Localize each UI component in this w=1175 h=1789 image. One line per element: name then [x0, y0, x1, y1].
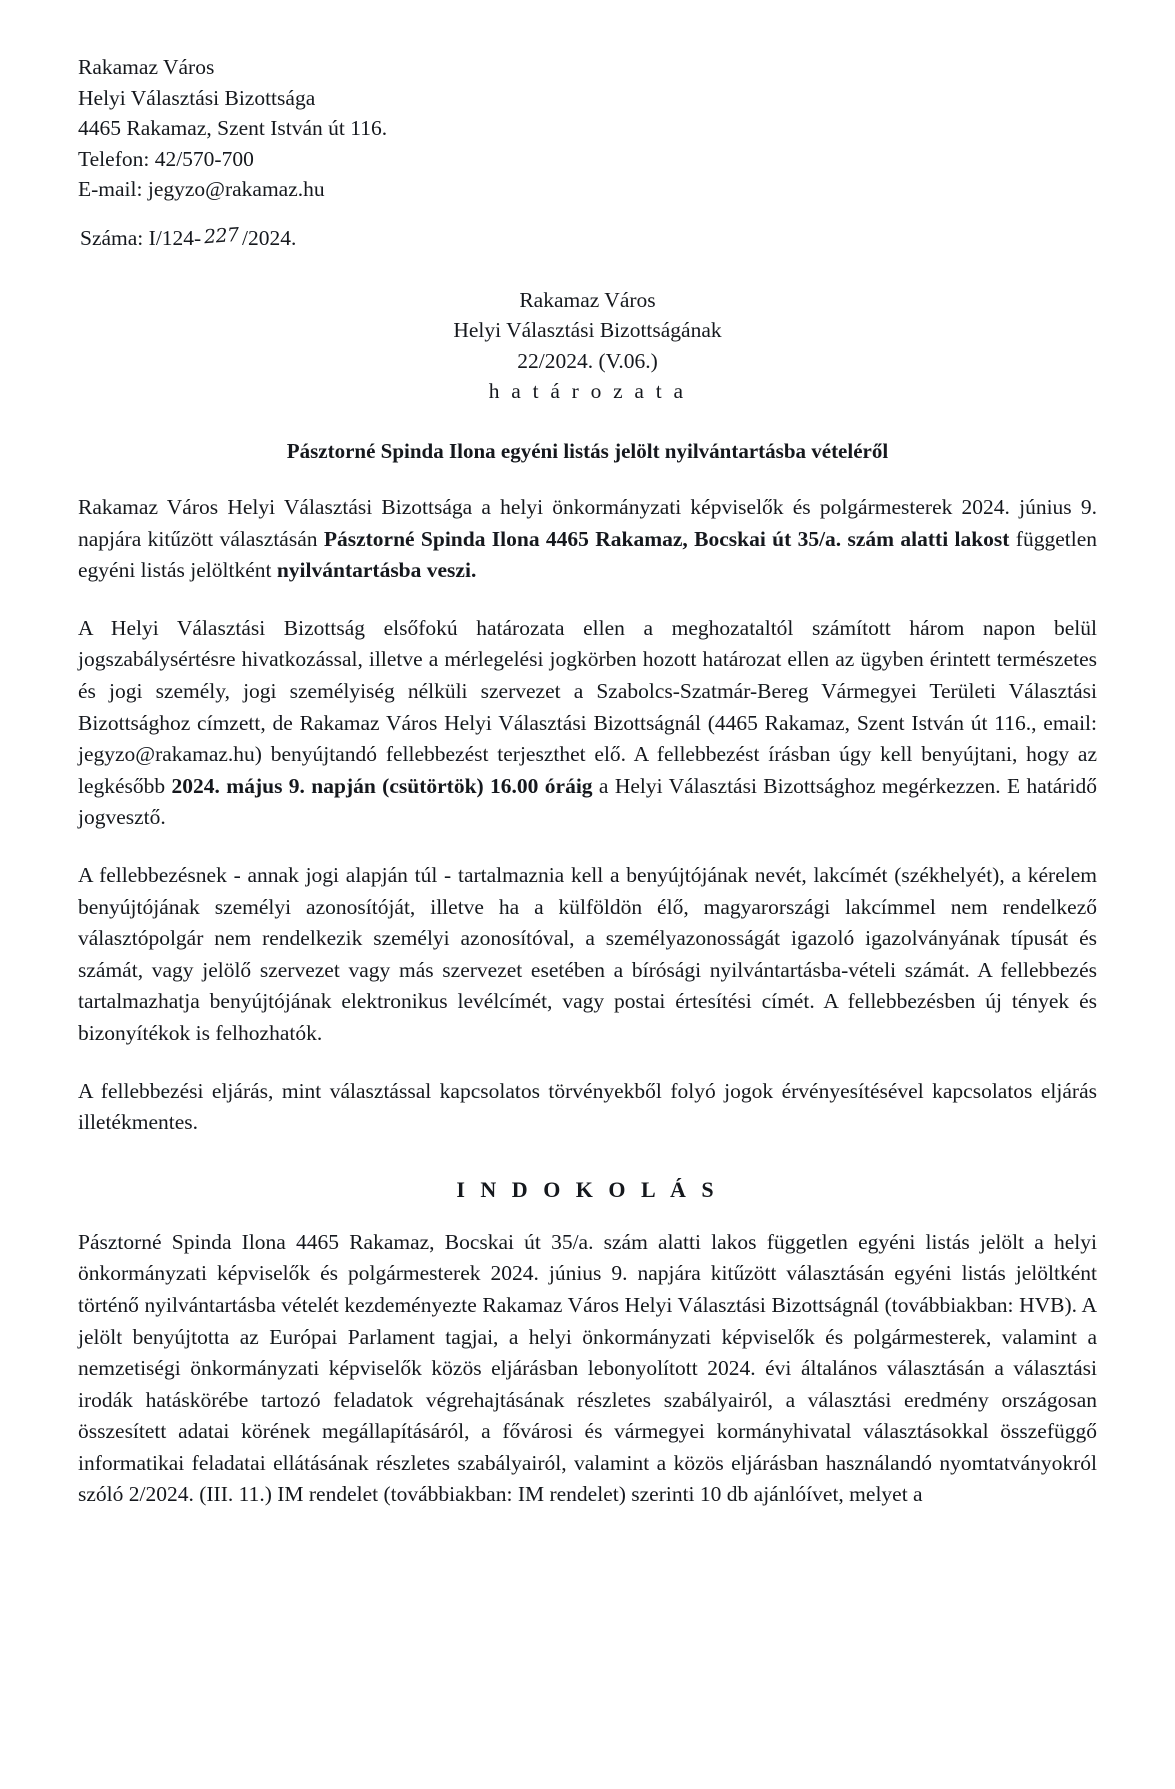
case-number-suffix: /2024. — [241, 225, 297, 250]
letterhead-line-5: E-mail: jegyzo@rakamaz.hu — [78, 177, 325, 202]
indokolas-paragraph: Pásztorné Spinda Ilona 4465 Rakamaz, Bocskai út 35/a. szám alatti lakos független egyéni listás jelölt a helyi önkormányzati képviselők és polgármesterek 2024. június 9. napjára kitűzött választásán egyéni listás jelöltként történő nyilvántartásba vételét kezdeményezte Rakamaz Város Helyi Választási Bizottságnál (továbbiakban: HVB). A jelölt benyújtotta az Európai Parlament tagjai, a helyi önkormányzati képviselők és polgármesterek, valamint a nemzetiségi önkormányzati képviselők közös eljárásban lebonyolított 2024. évi általános választásán a választási irodák hatáskörébe tartozó feladatok végrehajtásának részletes szabályairól, a választási eredmény országosan összesített adatai körének megállapításáról, a fővárosi és vármegyei kormányhivatal választásokkal összefüggő informatikai feladatai ellátásának részletes szabályairól, valamint a közös eljárásban használandó nyomtatványokról szóló 2/2024. (III. 11.) IM rendelet (továbbiakban: IM rendelet) szerinti 10 db ajánlóívet, melyet a — [78, 1229, 1097, 1507]
letterhead — [78, 52, 1097, 205]
case-number-prefix: Száma: I/124- — [80, 225, 202, 250]
document-subject: Pásztorné Spinda Ilona egyéni listás jelölt nyilvántartásba vételéről — [286, 438, 889, 463]
appeal-content-paragraph: A fellebbezésnek - annak jogi alapján túl - tartalmaznia kell a benyújtójának nevét, lakcímét (székhelyét), a kérelem benyújtójának személyi azonosítóját, illetve ha a külföldön élő, magyarországi lakcímmel nem rendelkező választópolgár nem rendelkezik személyi azonosítóval, a személyazonosságát igazoló igazolványának típusát és számát, vagy jelölő szervezet vagy más szervezet esetében a bírósági nyilvántartásba-vételi számát. A fellebbezés tartalmazhatja benyújtójának elektronikus levélcímét, vagy postai értesítési címét. A fellebbezésben új tények és bizonyítékok is felhozhatók. — [78, 862, 1097, 1045]
decision-text-1: Rakamaz Város Helyi Választási Bizottsága a helyi önkormányzati képviselők és polgármesterek 2024. június 9. napjára kitűzött választásán — [78, 495, 1097, 551]
decision-text-2: független egyéni listás jelöltként — [78, 526, 1097, 583]
appeal-paragraph — [78, 613, 1097, 834]
indokolas-heading: I N D O K O L Á S — [456, 1176, 719, 1202]
appeal-text-2: a Helyi Választási Bizottsághoz megérkezzen. E határidő jogvesztő. — [78, 773, 1097, 830]
letterhead-line-4: Telefon: 42/570-700 — [78, 146, 254, 171]
decision-outcome: nyilvántartásba veszi. — [276, 558, 477, 583]
decision-candidate-name: Pásztorné Spinda Ilona 4465 Rakamaz, Bocskai út 35/a. szám alatti lakost — [323, 526, 1010, 551]
letterhead-line-3: 4465 Rakamaz, Szent István út 116. — [78, 116, 388, 141]
title-line-3: 22/2024. (V.06.) — [517, 348, 658, 373]
appeal-text-1: A Helyi Választási Bizottság elsőfokú határozata ellen a meghozataltól számított három napon belül jogszabálysértésre hivatkozással, illetve a mérlegelési jogkörben hozott határozat ellen az ügyben érintett természetes és jogi személy, jogi személyiség nélküli szervezet a Szabolcs-Szatmár-Bereg Vármegyei Területi Választási Bizottsághoz címzett, de Rakamaz Város Helyi Választási Bizottságnál (4465 Rakamaz, Szent István út 116., email: jegyzo@rakamaz.hu) benyújtandó fellebbezést terjeszthet elő. A fellebbezést írásban úgy kell benyújtani, hogy az legkésőbb — [78, 615, 1097, 798]
decision-paragraph — [78, 492, 1097, 587]
case-number-handwritten-value: 227 — [203, 223, 240, 248]
title-line-hatarozata: h a t á r o z a t a — [488, 379, 687, 404]
title-line-1: Rakamaz Város — [519, 287, 656, 312]
decision-title-block — [78, 285, 1097, 407]
letterhead-line-1: Rakamaz Város — [78, 55, 215, 79]
letterhead-line-2: Helyi Választási Bizottsága — [78, 85, 316, 110]
appeal-fee-paragraph: A fellebbezési eljárás, mint választással kapcsolatos törvényekből folyó jogok érvényesítésével kapcsolatos eljárás illetékmentes. — [78, 1078, 1097, 1135]
title-line-2: Helyi Választási Bizottságának — [453, 318, 722, 343]
appeal-deadline: 2024. május 9. napján (csütörtök) 16.00 óráig — [171, 773, 593, 798]
case-number — [80, 223, 1097, 251]
